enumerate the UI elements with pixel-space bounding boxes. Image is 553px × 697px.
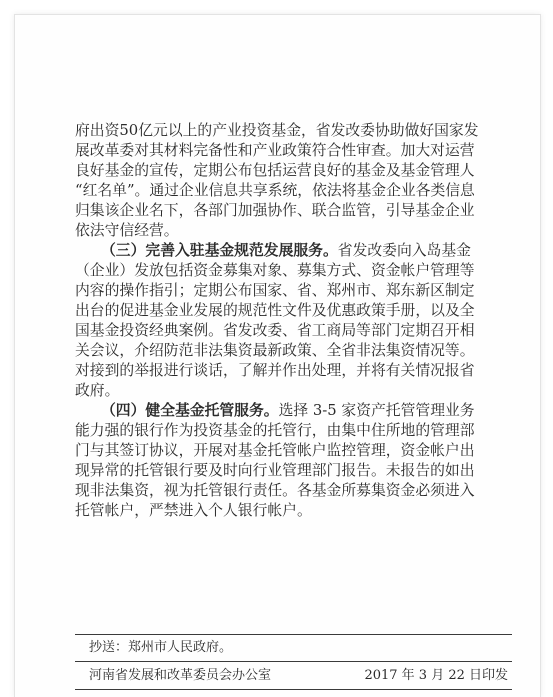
section-3-line: 国基金投资经典案例。省发改委、省工商局等部门定期召开相 [75, 322, 475, 339]
section-4-line: 现非法集资，视为托管银行责任。各基金所募集资金必须进入 [75, 482, 475, 499]
section-4-line: 现异常的托管银行要及时向行业管理部门报告。未报告的如出 [75, 462, 475, 479]
section-3-line: 对接到的举报进行谈话，了解并作出处理，并将有关情况报省 [75, 362, 475, 379]
section-3-first-line-rest: 省发改委向入岛基金 [337, 242, 471, 259]
section-4-first-line-rest: 选择 3-5 家资产托管管理业务 [278, 402, 475, 419]
section-3-line: 内容的操作指引；定期公布国家、省、郑州市、郑东新区制定 [75, 282, 475, 299]
footer-rule-top [75, 634, 512, 635]
issue-date: 2017 年 3 月 22 日印发 [364, 668, 508, 683]
section-4-line: 门与其签订协议，开展对基金托管帐户监控管理，资金帐户出 [75, 442, 475, 459]
body-line: 归集该企业名下，各部门加强协作、联合监管，引导基金企业 [75, 202, 475, 219]
footer-rule-middle [75, 661, 512, 662]
section-3-first-line [75, 241, 512, 261]
cc-line: 抄送：郑州市人民政府。 [89, 640, 233, 655]
section-3 [75, 241, 512, 401]
section-4-first-line [75, 401, 512, 421]
issuer-name: 河南省发展和改革委员会办公室 [89, 668, 272, 683]
section-4-line: 托管帐户，严禁进入个人银行帐户。 [75, 502, 312, 519]
body-line: 依法守信经营。 [75, 222, 179, 239]
section-3-line: 关会议，介绍防范非法集资最新政策、全省非法集资情况等。 [75, 342, 475, 359]
section-3-line: （企业）发放包括资金募集对象、募集方式、资金帐户管理等 [75, 262, 475, 279]
section-3-line: 出台的促进基金业发展的规范性文件及优惠政策手册，以及全 [75, 302, 475, 319]
document-page [14, 14, 541, 697]
section-3-heading: （三）完善入驻基金规范发展服务。 [101, 242, 338, 259]
body-line: 展改革委对其材料完备性和产业政策符合性审查。加大对运营 [75, 142, 475, 159]
body-line: 府出资50亿元以上的产业投资基金，省发改委协助做好国家发 [75, 122, 479, 139]
footer-rule-bottom [75, 689, 512, 690]
body-line: 良好基金的宣传，定期公布包括运营良好的基金及基金管理人 [75, 162, 475, 179]
section-4-line: 能力强的银行作为投资基金的托管行，由集中住所地的管理部 [75, 422, 475, 439]
section-4-heading: （四）健全基金托管服务。 [101, 402, 279, 419]
paragraph-fund-management [75, 121, 512, 241]
document-body [75, 121, 512, 521]
body-line: “红名单”。通过企业信息共享系统，依法将基金企业各类信息 [75, 182, 475, 199]
section-4 [75, 401, 512, 521]
section-3-line: 政府。 [75, 382, 120, 399]
